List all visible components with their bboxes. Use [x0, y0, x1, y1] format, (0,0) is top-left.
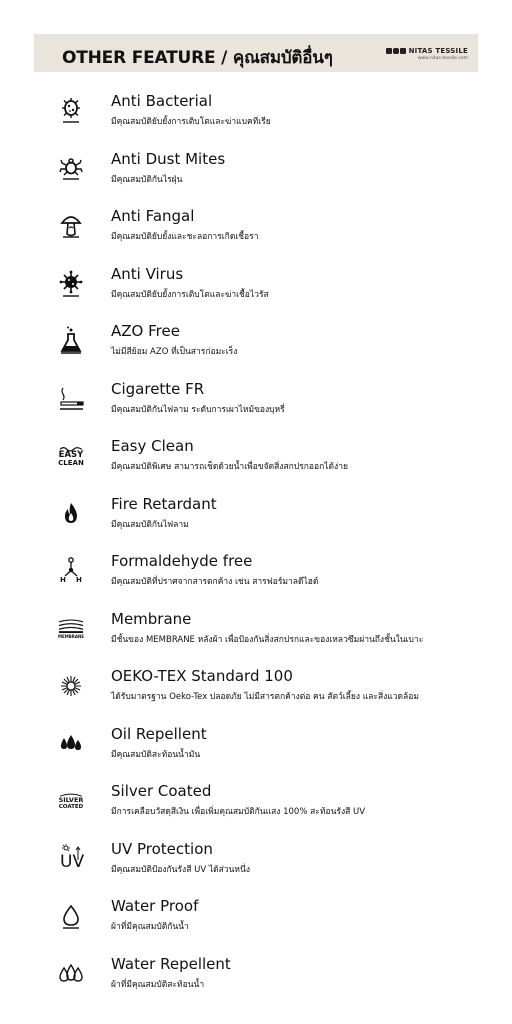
feature-description: ได้รับมาตรฐาน Oeko-Tex ปลอดภัย ไม่มีสารตกค้างต่อ คน สัตว์เลี้ยง และสิ่งแวดล้อม	[111, 692, 419, 702]
feature-description: มีคุณสมบัติยับยั้งและชะลอการเกิดเชื้อรา	[111, 232, 259, 242]
feature-item	[0, 776, 512, 834]
brand-url: www.nitas-tessile.com	[417, 56, 468, 61]
feature-name: Membrane	[111, 609, 192, 628]
silver-coated-icon-text: SILVER	[58, 796, 84, 804]
feature-name: Water Repellent	[111, 954, 231, 973]
feature-name: Silver Coated	[111, 782, 212, 800]
feature-description: มีคุณสมบัติกันไรฝุ่น	[111, 174, 183, 185]
flask-icon	[56, 324, 86, 358]
silver-coated-icon	[56, 784, 86, 818]
page-title: OTHER FEATURE / คุณสมบัติอื่นๆ	[62, 48, 333, 68]
cigarette-icon	[56, 382, 86, 416]
feature-description: ผ้าที่มีคุณสมบัติสะท้อนน้ำ	[111, 979, 205, 990]
feature-item	[0, 316, 512, 374]
water-drop-icon	[56, 899, 86, 933]
feature-name: Cigarette FR	[111, 379, 205, 398]
feature-description: ผ้าที่มีคุณสมบัติกันน้ำ	[111, 922, 189, 932]
uv-icon-text: UV	[60, 851, 85, 872]
feature-item	[0, 259, 512, 317]
feature-item	[0, 719, 512, 777]
feature-name: Anti Bacterial	[111, 92, 213, 110]
molecule-icon-text: H	[60, 576, 66, 584]
feature-item	[0, 489, 512, 547]
silver-coated-icon-text: COATED	[58, 804, 84, 810]
easy-clean-icon-text: EASY	[58, 449, 84, 460]
flame-icon	[56, 497, 86, 531]
feature-name: Water Proof	[111, 897, 199, 915]
feature-description: มีคุณสมบัติสะท้อนน้ำมัน	[111, 749, 201, 760]
feature-name: UV Protection	[111, 839, 213, 858]
feature-description: มีการเคลือบวัสดุสีเงิน เพื่อเพิ่มคุณสมบัติกันแสง 100% สะท้อนรังสี UV	[111, 807, 366, 817]
feature-item	[0, 546, 512, 604]
feature-description: มีคุณสมบัติยับยั้งการเติบโตและฆ่าเชื้อไวรัส	[111, 289, 269, 300]
brand-name: NITAS TESSILE	[408, 47, 468, 55]
feature-name: OEKO-TEX Standard 100	[111, 667, 293, 685]
feature-description: ไม่มีสีย้อม AZO ที่เป็นสารก่อมะเร็ง	[111, 347, 238, 357]
feature-name: Fire Retardant	[111, 494, 217, 513]
feature-description: มีคุณสมบัติพิเศษ สามารถเช็ดด้วยน้ำเพื่อขจัดสิ่งสกปรกออกได้ง่าย	[111, 462, 348, 472]
feature-description: มีคุณสมบัติกันไฟลาม	[111, 519, 189, 530]
membrane-icon	[56, 612, 86, 646]
feature-name: Formaldehyde free	[111, 552, 253, 570]
feature-description: มีคุณสมบัติกันไฟลาม ระดับการเผาไหม้ของบุหรี่	[111, 404, 285, 415]
feature-description: มีคุณสมบัติที่ปราศจากสารตกค้าง เช่น สารฟอร์มาลดีไฮด์	[111, 577, 319, 587]
feature-item	[0, 661, 512, 719]
instagram-icon	[393, 48, 399, 54]
bacteria-icon	[56, 94, 86, 128]
feature-item	[0, 834, 512, 892]
feature-item	[0, 949, 512, 1007]
feature-description: มีชั้นของ MEMBRANE หลังผ้า เพื่อป้องกันสิ่งสกปรกและของเหลวซึมผ่านถึงชั้นในเบาะ	[111, 634, 424, 645]
oeko-tex-icon	[56, 669, 86, 703]
easy-clean-icon	[56, 439, 86, 473]
membrane-icon-text: MEMBRANE	[58, 633, 84, 639]
feature-item	[0, 891, 512, 949]
oil-drops-icon	[56, 727, 86, 761]
feature-name: Easy Clean	[111, 437, 194, 455]
page-header	[34, 34, 478, 72]
water-drops-icon	[56, 957, 86, 991]
line-icon	[400, 48, 406, 54]
feature-item	[0, 144, 512, 202]
easy-clean-icon-text: CLEAN	[58, 458, 84, 467]
facebook-icon	[386, 48, 392, 54]
feature-description: มีคุณสมบัติป้องกันรังสี UV ได้ส่วนหนึ่ง	[111, 864, 250, 875]
virus-icon	[56, 267, 86, 301]
molecule-icon	[56, 554, 86, 588]
feature-name: Anti Dust Mites	[111, 149, 226, 168]
feature-item	[0, 86, 512, 144]
mushroom-icon	[56, 209, 86, 243]
dust-mite-icon	[56, 152, 86, 186]
feature-list	[0, 86, 512, 1006]
molecule-icon-text: H	[76, 576, 82, 584]
feature-name: Anti Virus	[111, 264, 184, 283]
feature-item	[0, 604, 512, 662]
feature-item	[0, 431, 512, 489]
feature-name: Anti Fangal	[111, 207, 195, 225]
feature-item	[0, 201, 512, 259]
feature-description: มีคุณสมบัติยับยั้งการเติบโตและฆ่าแบคทีเรีย	[111, 117, 271, 127]
uv-icon	[56, 842, 86, 876]
feature-item	[0, 374, 512, 432]
brand-logo	[386, 47, 468, 61]
feature-name: Oil Repellent	[111, 724, 207, 743]
feature-name: AZO Free	[111, 322, 180, 340]
